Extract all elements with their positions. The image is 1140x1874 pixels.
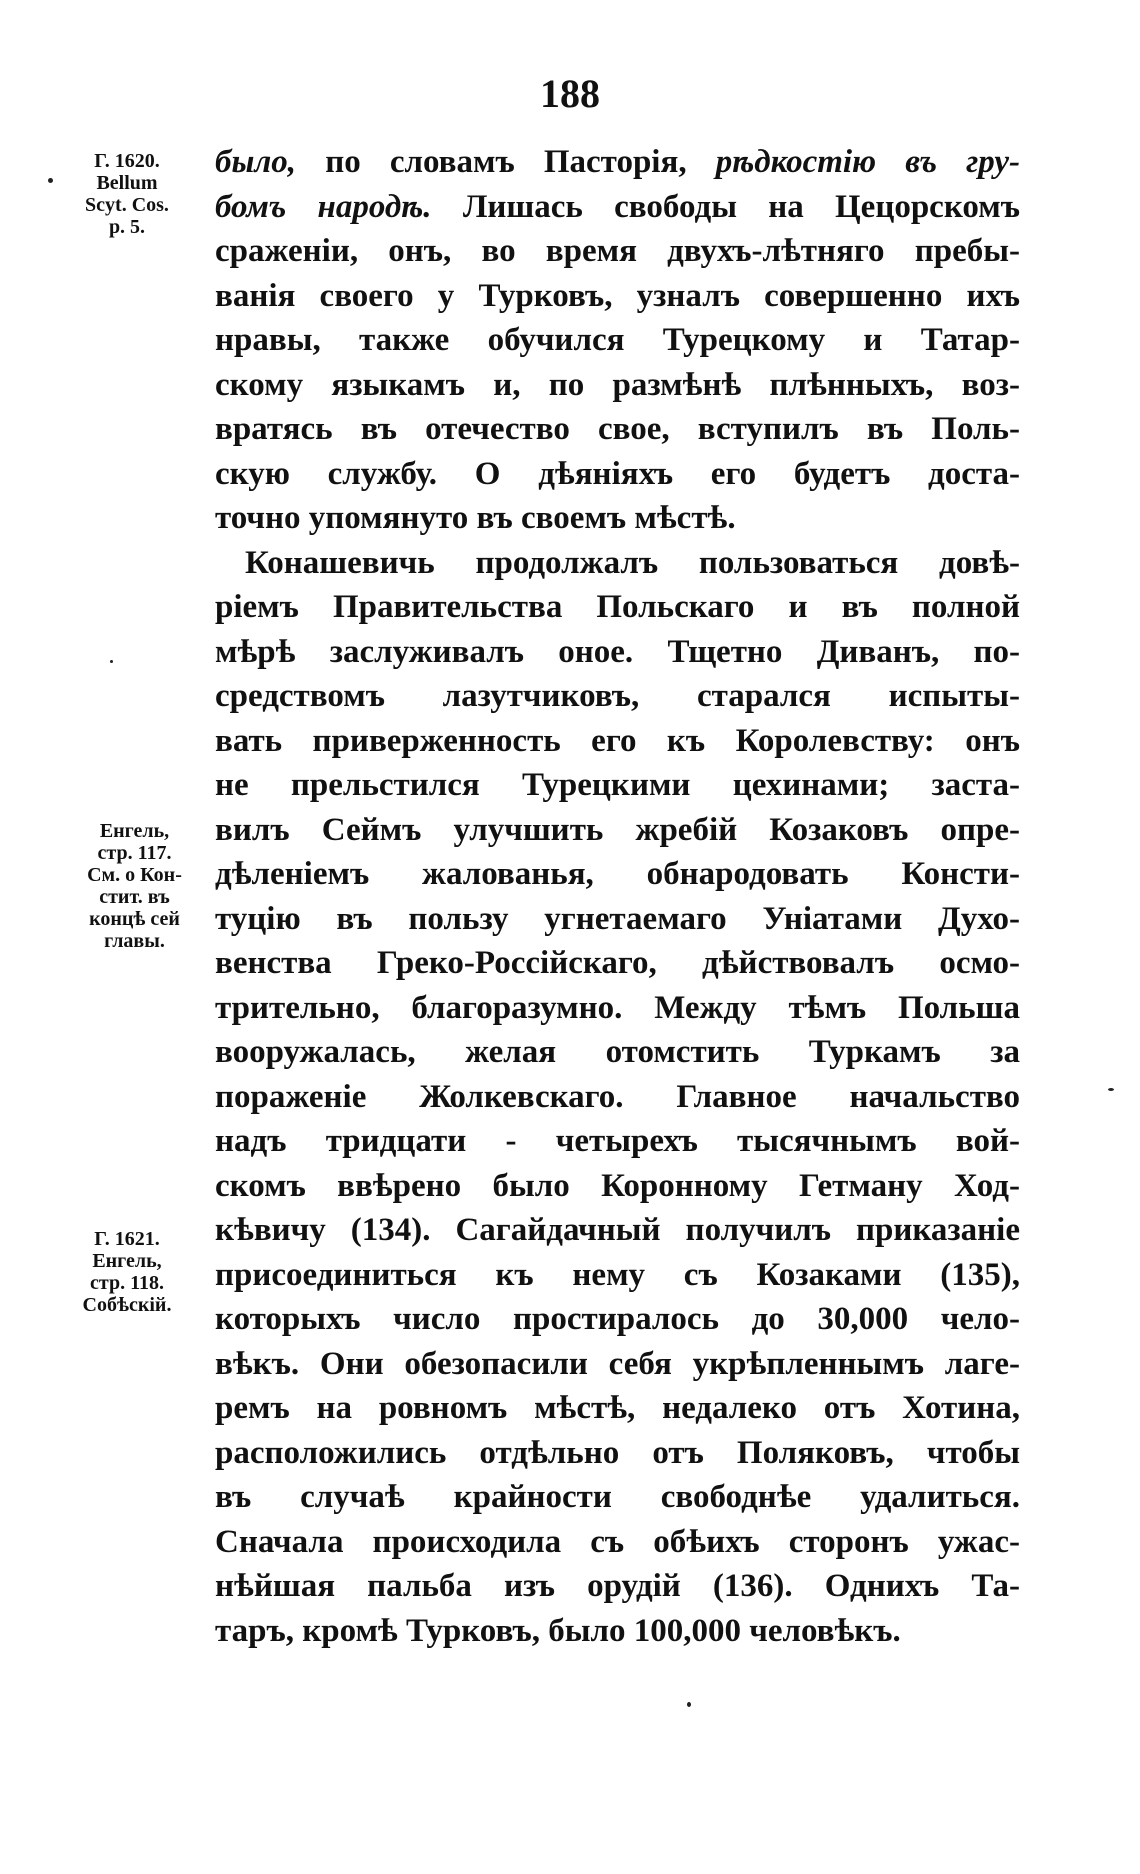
text-line: которыхъ число простиралось до 30,000 чело-: [215, 1301, 1020, 1337]
margin-note-engel-117: [62, 820, 207, 952]
text-line: скомъ ввѣрено было Коронному Гетману Ход-: [215, 1167, 1020, 1204]
margin-note-1621: [62, 1228, 192, 1316]
text-line: [215, 185, 1020, 230]
text-line: нѣйшая пальба изъ орудій (136). Однихъ Та-: [215, 1568, 1020, 1604]
margin-note-line: главы.: [104, 930, 165, 952]
margin-note-line: стр. 118.: [90, 1272, 164, 1294]
scan-speck: [687, 1702, 691, 1707]
text-line: надъ тридцати - четырехъ тысячнымъ вой-: [215, 1123, 1020, 1159]
margin-note-1620: [62, 150, 192, 238]
margin-note-line: p. 5.: [108, 216, 146, 238]
text-line: вилъ Сеймъ улучшить жребій Козаковъ опре-: [215, 811, 1020, 848]
scan-speck: [48, 178, 53, 183]
text-line: пораженіе Жолкевскаго. Главное начальство: [215, 1078, 1020, 1115]
margin-note-line: стит. въ: [99, 886, 170, 908]
text-line: [215, 140, 1020, 185]
margin-note-line: Г. 1621.: [94, 1228, 160, 1250]
margin-note-line: Bellum: [96, 172, 158, 194]
italic-phrase: бомъ народѣ.: [215, 188, 432, 225]
page-number: 188: [540, 71, 600, 116]
text-line: вать приверженность его къ Королевству: онъ: [215, 722, 1020, 759]
text-line: трительно, благоразумно. Между тѣмъ Польша: [215, 989, 1020, 1026]
paragraph-first-line: Конашевичь продолжалъ пользоваться довѣ-: [245, 544, 1020, 581]
text-line: туцію въ пользу угнетаемаго Уніатами Духо-: [215, 900, 1020, 937]
margin-note-line: Scyt. Cos.: [85, 194, 169, 216]
text-line: Сначала происходила съ обѣихъ сторонъ ужас-: [215, 1523, 1020, 1560]
text-line: вѣкъ. Они обезопасили себя укрѣпленнымъ лаге-: [215, 1345, 1020, 1382]
margin-note-line: Г. 1620.: [94, 150, 160, 172]
scan-speck: [1108, 1088, 1114, 1091]
text-line: кѣвичу (134). Сагайдачный получилъ приказаніе: [215, 1212, 1020, 1248]
margin-note-line: См. о Кон-: [87, 864, 182, 886]
text-line: расположились отдѣльно отъ Поляковъ, чтобы: [215, 1434, 1020, 1471]
text-line: не прельстился Турецкими цехинами; заста-: [215, 767, 1020, 803]
text-line: вооружалась, желая отомстить Туркамъ за: [215, 1034, 1020, 1070]
margin-note-line: Собѣскій.: [82, 1294, 172, 1316]
text-line: скому языкамъ и, по размѣнѣ плѣнныхъ, воз-: [215, 366, 1020, 403]
text-line: вратясь въ отечество свое, вступилъ въ Поль-: [215, 411, 1020, 447]
text-line: средствомъ лазутчиковъ, старался испыты-: [215, 678, 1020, 714]
margin-note-line: Енгель,: [92, 1250, 162, 1272]
margin-note-line: Енгель,: [99, 820, 170, 842]
text-line: присоединиться къ нему съ Козаками (135),: [215, 1256, 1020, 1293]
text-line: точно упомянуто въ своемъ мѣстѣ.: [215, 500, 736, 536]
italic-phrase: рѣдкостію въ гру-: [715, 144, 1020, 180]
text-fragment: по словамъ Пасторія,: [296, 144, 716, 180]
text-line: нравы, также обучился Турецкому и Татар-: [215, 322, 1020, 358]
italic-phrase: было,: [215, 144, 297, 180]
text-line: венства Греко-Россійскаго, дѣйствовалъ осмо-: [215, 945, 1020, 981]
scan-speck: [110, 660, 113, 663]
text-fragment: Лишась свободы на Цецорскомъ: [431, 188, 1020, 225]
margin-note-line: концѣ сей: [89, 908, 180, 930]
text-line: мѣрѣ заслуживалъ оное. Тщетно Диванъ, по-: [215, 633, 1020, 670]
margin-note-line: стр. 117.: [97, 842, 172, 864]
text-line: дѣленіемъ жалованья, обнародовать Консти-: [215, 856, 1020, 892]
text-line: скую службу. О дѣяніяхъ его будетъ доста-: [215, 455, 1020, 492]
text-line: въ случаѣ крайности свободнѣе удалиться.: [215, 1479, 1020, 1515]
text-line: ванія своего у Турковъ, узналъ совершенно ихъ: [215, 277, 1020, 314]
text-line: ріемъ Правительства Польскаго и въ полной: [215, 589, 1020, 625]
main-text-column: [215, 140, 1020, 1653]
text-line: сраженіи, онъ, во время двухъ-лѣтняго пребы-: [215, 233, 1020, 269]
text-line: таръ, кромѣ Турковъ, было 100,000 человѣкъ.: [215, 1612, 901, 1649]
text-line: ремъ на ровномъ мѣстѣ, недалеко отъ Хотина,: [215, 1390, 1020, 1426]
